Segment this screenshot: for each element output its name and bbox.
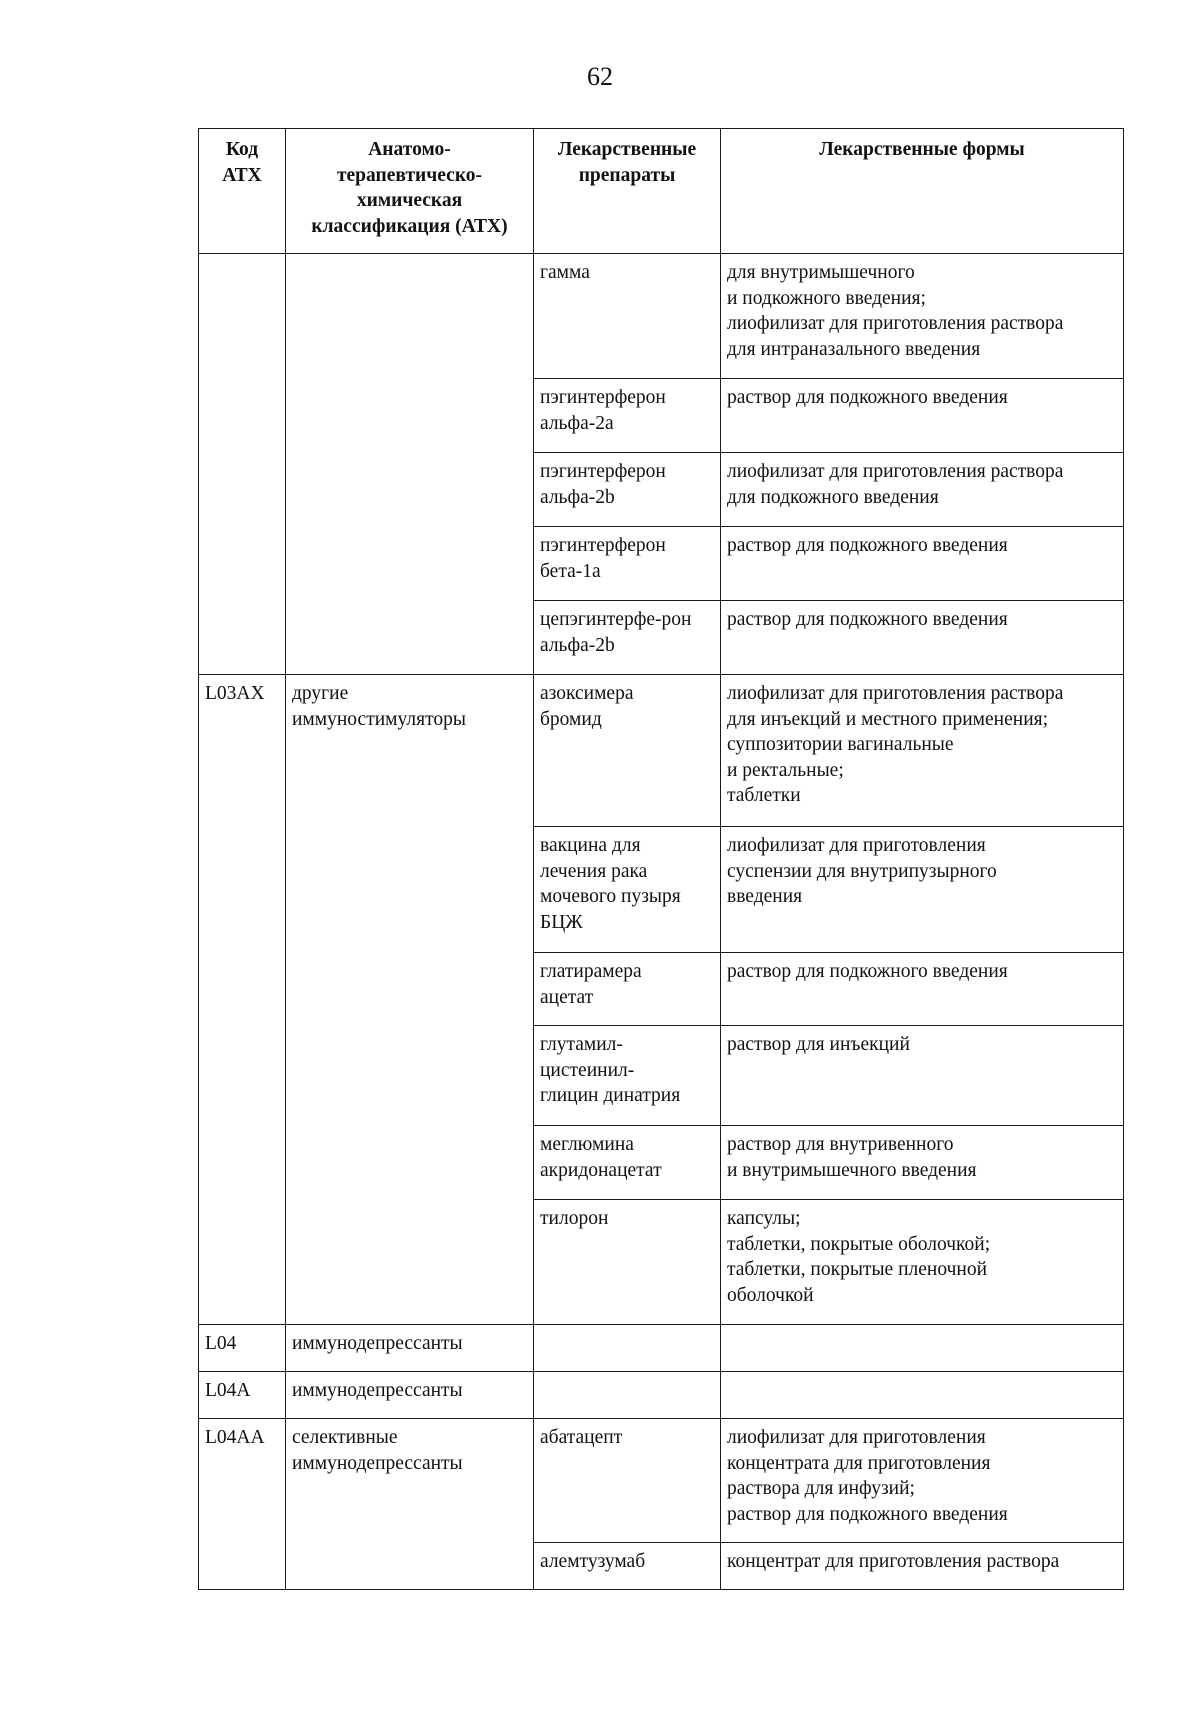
classification-cell xyxy=(286,1325,534,1372)
drug-cell xyxy=(534,379,721,453)
forms-cell xyxy=(721,1325,1124,1372)
text-line: лиофилизат для приготовления раствора xyxy=(727,683,1064,704)
drug-cell xyxy=(534,1372,721,1419)
text-line: раствор для подкожного введения xyxy=(727,961,1008,982)
text-line: абатацепт xyxy=(540,1427,623,1448)
forms-cell xyxy=(721,527,1124,601)
text-line: и подкожного введения; xyxy=(727,287,926,309)
text-line: селективные xyxy=(292,1427,398,1448)
text-line: лиофилизат для приготовления xyxy=(727,835,986,856)
text-line: суспензии для внутрипузырного xyxy=(727,860,997,882)
header-classification-text xyxy=(292,137,527,239)
forms-cell xyxy=(721,1200,1124,1325)
forms-cell xyxy=(721,1126,1124,1200)
classification-cell xyxy=(286,254,534,675)
text-line: альфа-2b xyxy=(540,486,615,508)
text-line: тилорон xyxy=(540,1208,609,1229)
text-line: азоксимера xyxy=(540,683,634,704)
text-line: цистеинил- xyxy=(540,1059,635,1081)
text-line: лечения рака xyxy=(540,860,648,882)
table-row xyxy=(199,675,1124,827)
text-line: вакцина для xyxy=(540,835,641,856)
classification-cell xyxy=(286,675,534,1325)
text-line: раствора для инфузий; xyxy=(727,1478,915,1499)
code-cell xyxy=(199,254,286,675)
text-line: пэгинтерферон xyxy=(540,387,666,408)
forms-cell xyxy=(721,675,1124,827)
drug-cell xyxy=(534,1543,721,1590)
text-line: алемтузумаб xyxy=(540,1551,646,1572)
text-line: цепэгинтерфе-рон xyxy=(540,609,692,630)
text-line: бета-1а xyxy=(540,560,601,582)
text-line: пэгинтерферон xyxy=(540,461,666,482)
forms-cell xyxy=(721,1026,1124,1126)
text-line: для подкожного введения xyxy=(727,486,939,508)
text-line: концентрата для приготовления xyxy=(727,1452,991,1474)
forms-cell xyxy=(721,379,1124,453)
text-line: лиофилизат для приготовления xyxy=(727,1427,986,1448)
text-line: иммунодепрессанты xyxy=(292,1380,463,1401)
table-row xyxy=(199,1372,1124,1419)
text-line: таблетки, покрытые оболочкой; xyxy=(727,1233,991,1255)
text-line: лиофилизат для приготовления раствора xyxy=(727,313,1064,334)
text-line: мочевого пузыря xyxy=(540,886,681,907)
drug-cell xyxy=(534,675,721,827)
text-line: оболочкой xyxy=(727,1284,814,1306)
text-line: БЦЖ xyxy=(540,911,583,933)
text-line: другие xyxy=(292,683,349,704)
table-row xyxy=(199,1419,1124,1543)
text-line: бромид xyxy=(540,708,602,730)
text-line: терапевтическо- xyxy=(336,164,483,186)
classification-cell xyxy=(286,1419,534,1590)
forms-cell xyxy=(721,953,1124,1026)
text-line: глутамил- xyxy=(540,1034,623,1055)
text-line: Лекарственные xyxy=(557,139,697,160)
text-line: АТХ xyxy=(222,164,262,186)
header-forms: Лекарственные формы xyxy=(721,129,1124,254)
drug-cell xyxy=(534,453,721,527)
table-row xyxy=(199,1325,1124,1372)
code-cell: L04 xyxy=(199,1325,286,1372)
forms-cell xyxy=(721,601,1124,675)
classification-cell xyxy=(286,1372,534,1419)
text-line: меглюмина xyxy=(540,1134,634,1155)
text-line: и ректальные; xyxy=(727,759,844,781)
text-line: классификация (АТХ) xyxy=(311,215,508,237)
header-drugs-text xyxy=(540,137,714,188)
text-line: иммуностимуляторы xyxy=(292,708,466,730)
table-header-row xyxy=(199,129,1124,254)
text-line: глатирамера xyxy=(540,961,642,982)
text-line: таблетки, покрытые пленочной xyxy=(727,1259,988,1280)
text-line: ацетат xyxy=(540,986,594,1008)
text-line: Анатомо- xyxy=(368,139,451,160)
text-line: раствор для подкожного введения xyxy=(727,1503,1008,1525)
drug-cell xyxy=(534,1419,721,1543)
header-code-text xyxy=(205,137,279,188)
text-line: суппозитории вагинальные xyxy=(727,734,954,755)
forms-cell xyxy=(721,1543,1124,1590)
text-line: раствор для подкожного введения xyxy=(727,609,1008,630)
text-line: раствор для подкожного введения xyxy=(727,535,1008,556)
text-line: химическая xyxy=(356,190,463,211)
drug-cell xyxy=(534,254,721,379)
text-line: для внутримышечного xyxy=(727,262,915,283)
text-line: пэгинтерферон xyxy=(540,535,666,556)
text-line: глицин динатрия xyxy=(540,1085,681,1106)
header-code xyxy=(199,129,286,254)
text-line: альфа-2а xyxy=(540,412,614,434)
forms-cell xyxy=(721,1419,1124,1543)
drug-cell xyxy=(534,527,721,601)
text-line: капсулы; xyxy=(727,1208,801,1229)
text-line: раствор для инъекций xyxy=(727,1034,910,1055)
text-line: иммунодепрессанты xyxy=(292,1452,463,1474)
text-line: альфа-2b xyxy=(540,634,615,656)
atc-drug-table xyxy=(198,128,1124,1590)
drug-cell xyxy=(534,1325,721,1372)
text-line: для интраназального введения xyxy=(727,338,981,360)
code-cell: L03AX xyxy=(199,675,286,1325)
forms-cell xyxy=(721,254,1124,379)
table-row xyxy=(199,254,1124,379)
text-line: Код xyxy=(225,139,259,160)
drug-cell xyxy=(534,827,721,953)
text-line: акридонацетат xyxy=(540,1159,662,1181)
code-cell: L04A xyxy=(199,1372,286,1419)
text-line: раствор для внутривенного xyxy=(727,1134,954,1155)
drug-cell xyxy=(534,601,721,675)
page-number: 62 xyxy=(587,62,613,91)
text-line: препараты xyxy=(578,164,676,186)
text-line: лиофилизат для приготовления раствора xyxy=(727,461,1064,482)
header-drugs xyxy=(534,129,721,254)
text-line: концентрат для приготовления раствора xyxy=(727,1551,1060,1572)
drug-cell xyxy=(534,1126,721,1200)
drug-cell xyxy=(534,1026,721,1126)
code-cell: L04AA xyxy=(199,1419,286,1590)
forms-cell xyxy=(721,827,1124,953)
drug-cell xyxy=(534,1200,721,1325)
text-line: гамма xyxy=(540,262,590,283)
forms-cell xyxy=(721,1372,1124,1419)
text-line: иммунодепрессанты xyxy=(292,1333,463,1354)
forms-cell xyxy=(721,453,1124,527)
text-line: таблетки xyxy=(727,785,801,806)
text-line: и внутримышечного введения xyxy=(727,1159,977,1181)
text-line: введения xyxy=(727,886,803,907)
header-classification xyxy=(286,129,534,254)
text-line: раствор для подкожного введения xyxy=(727,387,1008,408)
drug-cell xyxy=(534,953,721,1026)
text-line: для инъекций и местного применения; xyxy=(727,708,1049,730)
